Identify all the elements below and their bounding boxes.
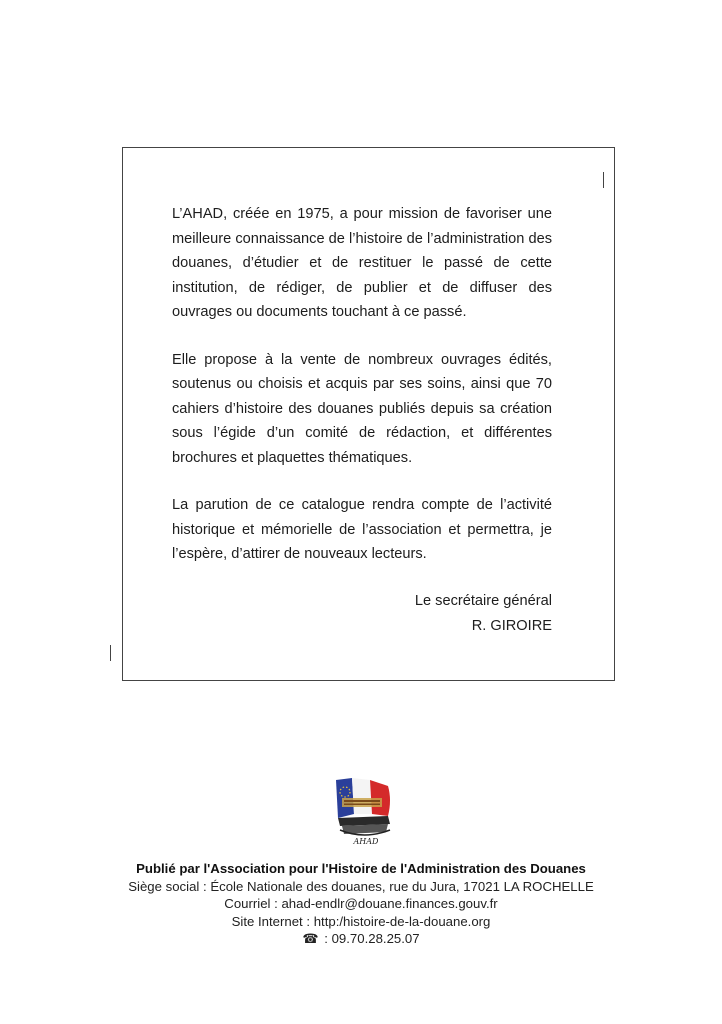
phone-line <box>0 930 722 948</box>
website-line: Site Internet : http:/histoire-de-la-douane.org <box>231 913 491 929</box>
logo-caption: AHAD <box>353 837 379 846</box>
signature-title: Le secrétaire général <box>414 593 552 609</box>
letter-paragraph-3: La parution de ce catalogue rendra compte de l’activité historique et mémorielle de l’association et permettra, je l’espère, d’attirer de nouveaux lecteurs. <box>172 497 552 562</box>
ahad-logo <box>330 774 396 846</box>
signature-name: R. GIROIRE <box>471 617 552 634</box>
address-line: Siège social : École Nationale des douanes, rue du Jura, 17021 LA ROCHELLE <box>128 878 594 894</box>
signature-block <box>350 589 552 638</box>
phone-number: : 09.70.28.25.07 <box>320 931 420 946</box>
publisher-line: Publié par l'Association pour l'Histoire de l'Administration des Douanes <box>136 861 586 876</box>
publisher-footer <box>0 860 722 948</box>
letter-paragraph-1: L’AHAD, créée en 1975, a pour mission de favoriser une meilleure connaissance de l’histoire de l’administration des douanes, d’étudier et de restituer le passé de cette institution, de rédiger, de publier et de diffuser des ouvrages ou documents touchant à ce passé. <box>172 206 552 320</box>
letter-paragraph-2: Elle propose à la vente de nombreux ouvrages édités, soutenus ou choisis et acquis par ses soins, ainsi que 70 cahiers d’histoire des douanes publiés depuis sa création sous l’égide d’un comité de rédaction, et différentes brochures et plaquettes thématiques. <box>172 351 552 466</box>
email-line: Courriel : ahad-endlr@douane.finances.gouv.fr <box>224 896 498 911</box>
letter-body <box>172 202 552 590</box>
frame-corner-line-top-right <box>603 172 604 188</box>
telephone-icon: ☎ <box>302 931 319 946</box>
frame-corner-line-bottom-left <box>110 645 111 661</box>
